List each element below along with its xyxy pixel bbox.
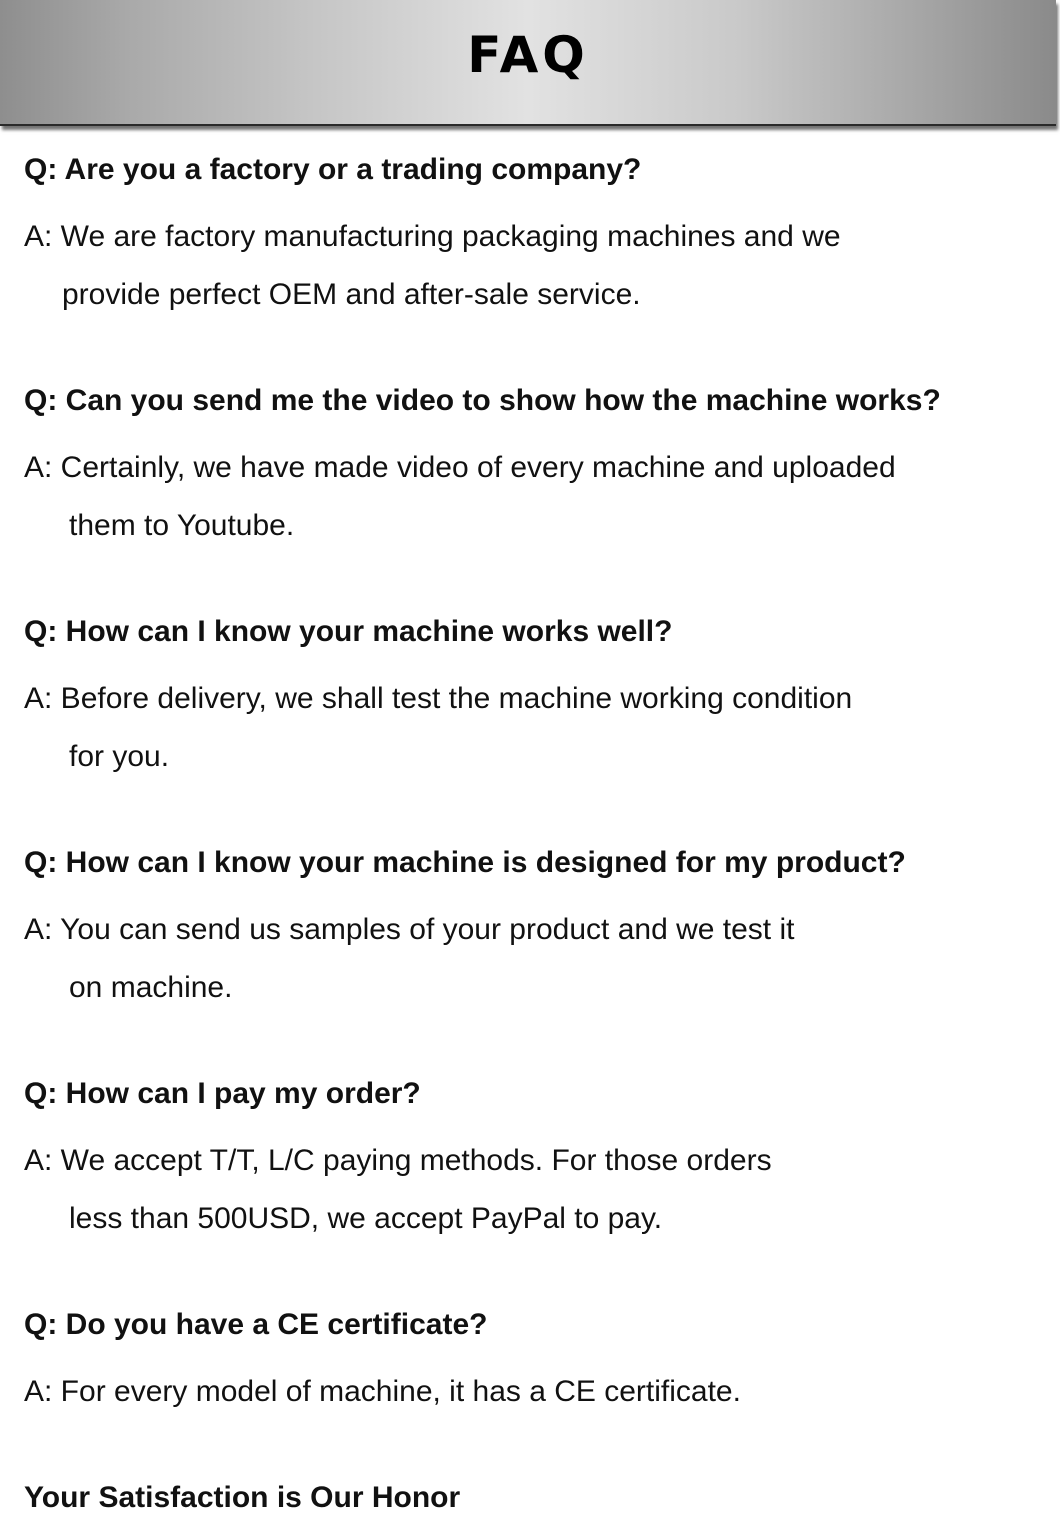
faq-answer bbox=[24, 1363, 1054, 1421]
answer-line: provide perfect OEM and after-sale service. bbox=[62, 278, 641, 311]
faq-item bbox=[24, 150, 1054, 324]
faq-item bbox=[24, 1305, 1054, 1421]
faq-item bbox=[24, 1074, 1054, 1248]
faq-question: Q: Are you a factory or a trading company? bbox=[24, 153, 642, 186]
answer-line: A: We accept T/T, L/C paying methods. For those orders bbox=[24, 1144, 772, 1177]
faq-item bbox=[24, 843, 1054, 1017]
faq-answer bbox=[24, 208, 1054, 324]
answer-line: A: We are factory manufacturing packaging machines and we bbox=[24, 220, 841, 253]
faq-question: Q: How can I know your machine works well? bbox=[24, 615, 673, 648]
answer-line: them to Youtube. bbox=[69, 509, 295, 542]
answer-line: on machine. bbox=[69, 971, 233, 1004]
page-title: FAQ bbox=[467, 26, 589, 84]
faq-question: Q: Can you send me the video to show how the machine works? bbox=[24, 384, 941, 417]
answer-line: A: You can send us samples of your product and we test it bbox=[24, 913, 795, 946]
faq-question: Q: How can I pay my order? bbox=[24, 1077, 421, 1110]
answer-line: A: Before delivery, we shall test the machine working condition bbox=[24, 682, 853, 715]
answer-line: less than 500USD, we accept PayPal to pay. bbox=[69, 1202, 663, 1235]
answer-line: for you. bbox=[69, 740, 170, 773]
faq-answer bbox=[24, 901, 1054, 1017]
faq-list bbox=[24, 150, 1054, 1518]
faq-answer bbox=[24, 439, 1054, 555]
faq-item bbox=[24, 612, 1054, 786]
faq-question: Q: How can I know your machine is designed for my product? bbox=[24, 846, 906, 879]
faq-banner bbox=[0, 0, 1056, 126]
closing-statement: Your Satisfaction is Our Honor bbox=[24, 1481, 461, 1514]
answer-line: A: Certainly, we have made video of every machine and uploaded bbox=[24, 451, 896, 484]
answer-line: A: For every model of machine, it has a CE certificate. bbox=[24, 1375, 741, 1408]
faq-question: Q: Do you have a CE certificate? bbox=[24, 1308, 488, 1341]
faq-item bbox=[24, 381, 1054, 555]
faq-answer bbox=[24, 1132, 1054, 1248]
faq-answer bbox=[24, 670, 1054, 786]
